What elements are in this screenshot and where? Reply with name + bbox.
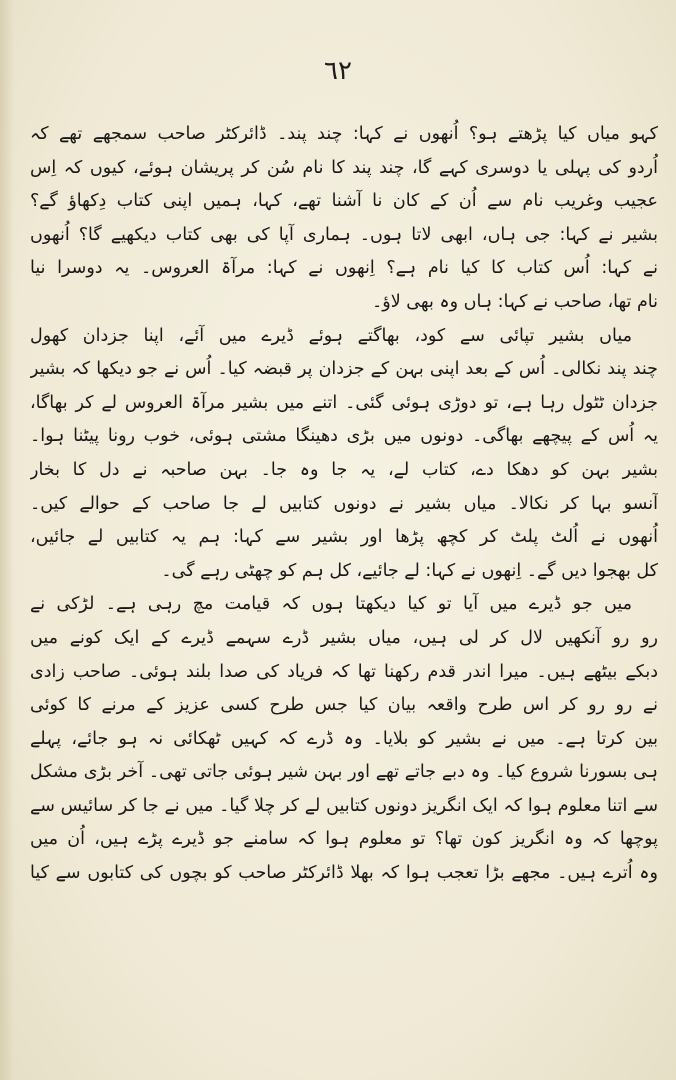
text-line: میاں بشیر تپائی سے کود، بھاگتے ہوئے ڈیرے میں آئے، اپنا جزدان کھول bbox=[30, 325, 632, 346]
text-line: نام تھا، صاحب نے کہا: ہاں وہ بھی لاؤ۔ bbox=[372, 291, 658, 312]
text-line: رو رو آنکھیں لال کر لی ہیں، میاں بشیر ڈرے سہمے ڈیرے کے ایک کونے میں bbox=[30, 627, 658, 648]
text-line: بشیر بہن کو دھکا دے، کتاب لے، یہ جا وہ جا۔ بہن صاحبہ نے دل کا بخار bbox=[30, 459, 658, 480]
text-line: بین کرتا ہے۔ میں نے بشیر کو بلایا۔ وہ ڈرے کہ کہیں ٹھکائی نہ ہو جائے، پہلے bbox=[30, 728, 658, 749]
text-line: وہ اُترے ہیں۔ مجھے بڑا تعجب ہوا کہ بھلا ڈائرکٹر صاحب کو بچوں کی کتابوں سے کیا bbox=[30, 863, 658, 884]
text-line: عجیب وغریب نام سے اُن کے کان نا آشنا تھے، کہا، ہمیں اپنی کتاب دِکھاؤ گے؟ bbox=[30, 191, 658, 212]
text-line: کل بھجوا دیں گے۔ اِنھوں نے کہا: لے جائیے، کل ہم کو چھٹی رہے گی۔ bbox=[161, 560, 658, 581]
text-line: آنسو بہا کر نکالا۔ میاں بشیر نے دونوں کتابیں لے جا صاحب کے حوالے کیں۔ bbox=[30, 493, 658, 514]
text-line: میں جو ڈیرے میں آیا تو کیا دیکھتا ہوں کہ قیامت مچ رہی ہے۔ لڑکی نے bbox=[30, 594, 632, 615]
page-number: ٦٢ bbox=[324, 56, 352, 86]
text-line: دبکے بیٹھے ہیں۔ میرا اندر قدم رکھنا تھا کہ فریاد کی صدا بلند ہوئی۔ صاحب زادی bbox=[30, 661, 658, 682]
text-line: جزدان ٹٹول رہا ہے، تو دوڑی ہوئی گئی۔ اتنے میں بشیر مرآۃ العروس لے کر بھاگا، bbox=[30, 392, 658, 413]
text-line: ہی بسورنا شروع کیا۔ وہ دبے جاتے تھے اور بہن شیر ہوئی جاتی تھی۔ آخر بڑی مشکل bbox=[30, 762, 658, 783]
text-line: اُنھوں نے اُلٹ پلٹ کر کچھ پڑھا اور بشیر سے کہا: ہم یہ کتابیں لے جائیں، bbox=[30, 527, 658, 548]
text-line: نے کہا: اُس کتاب کا کیا نام ہے؟ اِنھوں نے کہا: مرآۃ العروس۔ یہ دوسرا نیا bbox=[30, 258, 658, 279]
page-spine-shadow bbox=[0, 0, 14, 1080]
text-line: نے رو رو کر اس طرح واقعہ بیان کیا جس طرح کسی عزیز کے مرنے کا کوئی bbox=[30, 695, 658, 716]
text-line: کہو میاں کیا پڑھتے ہو؟ اُنھوں نے کہا: چند پند۔ ڈائرکٹر صاحب سمجھے تھے کہ bbox=[30, 124, 658, 144]
text-line: پوچھا کہ وہ انگریز کون تھا؟ تو معلوم ہوا کہ سامنے جو ڈیرے پڑے ہیں، اُن میں bbox=[30, 829, 658, 850]
text-line: چند پند نکالی۔ اُس کے بعد اپنی بہن کے جزدان پر قبضہ کیا۔ اُس نے جو دیکھا کہ بشیر bbox=[30, 359, 658, 380]
page-text-body bbox=[30, 118, 658, 891]
text-line: سے اتنا معلوم ہوا کہ ایک انگریز دونوں کتابیں لے کر چلا گیا۔ میں نے جا کر سائیس سے bbox=[30, 795, 658, 816]
text-line: بشیر نے کہا: جی ہاں، ابھی لاتا ہوں۔ ہماری آپا کی بھی کتاب دیکھیے گا؟ اُنھوں bbox=[30, 224, 658, 245]
text-line: اُردو کی پہلی یا دوسری کہے گا، چند پند کا نام سُن کر پریشان ہوئے، کیوں کہ اِس bbox=[30, 157, 658, 178]
text-line: یہ اُس کے پیچھے بھاگی۔ دونوں میں بڑی دھینگا مشتی ہوئی، خوب رونا پیٹنا ہوا۔ bbox=[30, 426, 658, 447]
